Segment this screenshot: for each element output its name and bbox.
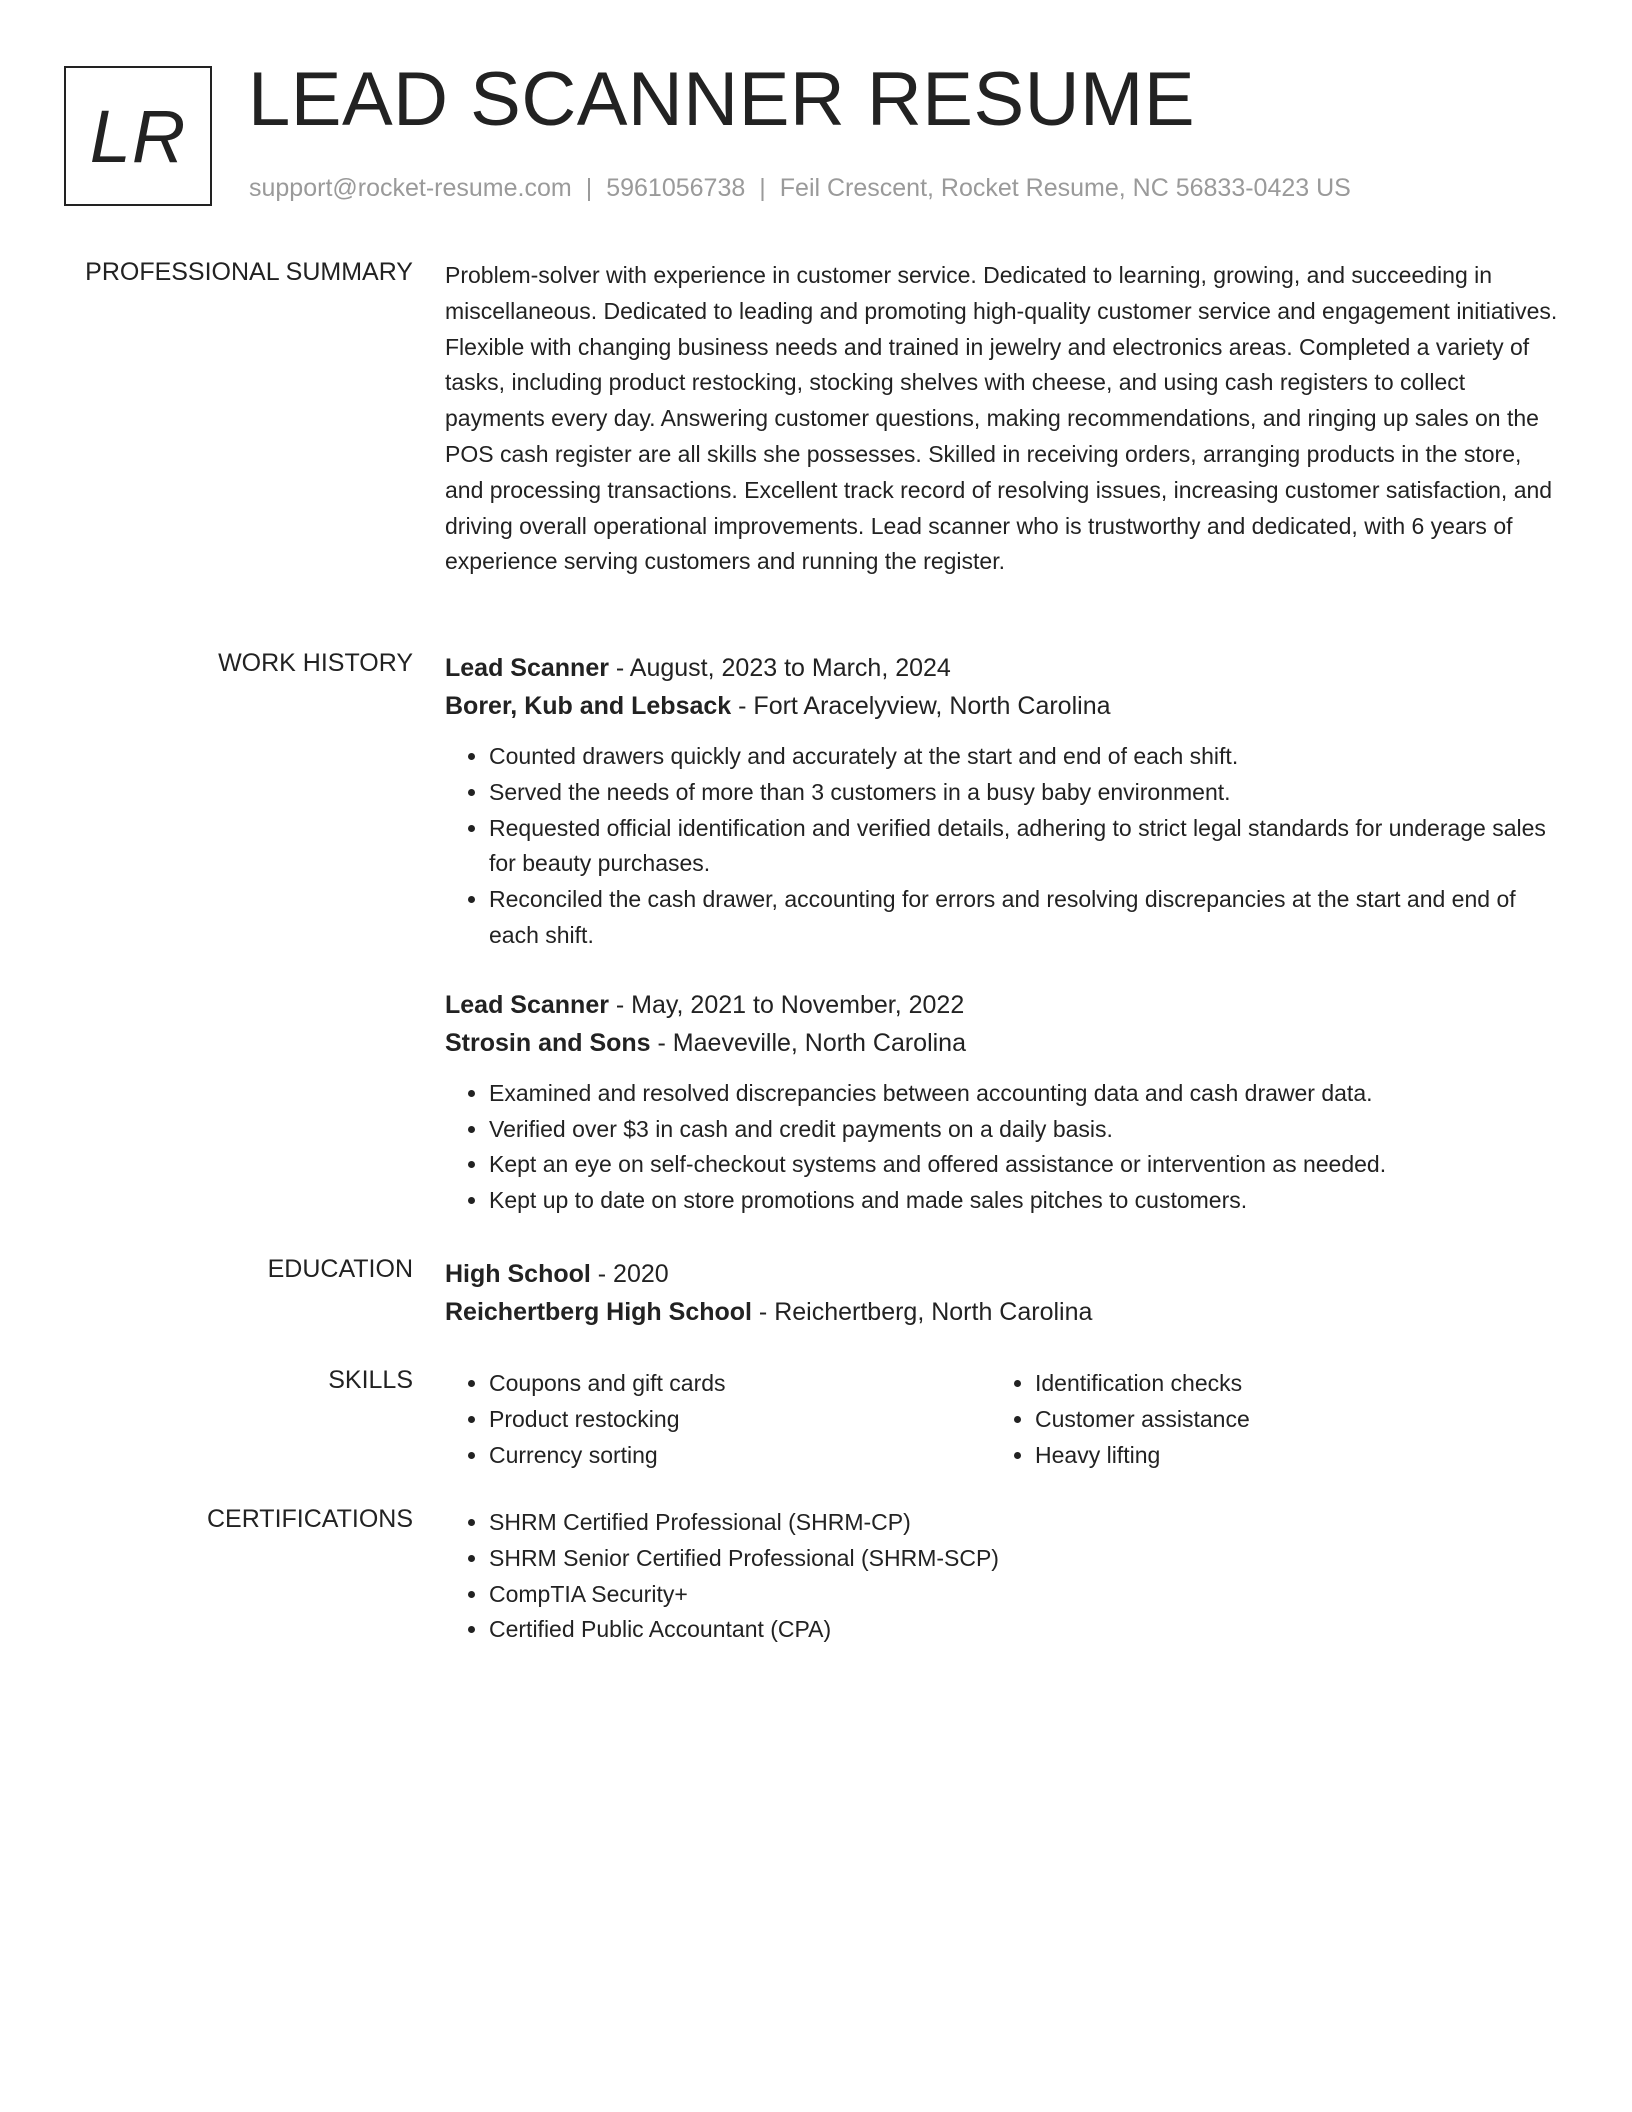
job-location: - Maeveville, North Carolina	[650, 1028, 966, 1057]
skill-item: • Heavy lifting	[1035, 1438, 1537, 1474]
certifications-list	[445, 1505, 1560, 1648]
job-bullet: • Kept an eye on self-checkout systems and offered assistance or intervention as needed.	[489, 1147, 1560, 1183]
monogram-initials: LR	[89, 94, 187, 178]
contact-separator: |	[585, 174, 593, 202]
job-company: Strosin and Sons	[445, 1028, 651, 1057]
skill-item: • Product restocking	[489, 1402, 991, 1438]
job-location: - Fort Aracelyview, North Carolina	[731, 692, 1111, 720]
job-bullet: • Kept up to date on store promotions and made sales pitches to customers.	[489, 1183, 1560, 1219]
summary-body	[445, 258, 1560, 580]
contact-line	[249, 174, 1351, 203]
skills-list-right	[991, 1366, 1537, 1473]
skill-item: • Identification checks	[1035, 1366, 1537, 1402]
monogram-box	[64, 66, 212, 206]
skill-item: • Currency sorting	[489, 1438, 991, 1474]
section-heading-summary: PROFESSIONAL SUMMARY	[85, 258, 413, 286]
skills-list-left	[445, 1366, 991, 1473]
skill-item: • Coupons and gift cards	[489, 1366, 991, 1402]
job-company-line	[445, 1024, 1560, 1062]
section-heading-work-history: WORK HISTORY	[218, 649, 413, 677]
certification-item: • SHRM Certified Professional (SHRM-CP)	[489, 1505, 1560, 1541]
job-title: Lead Scanner	[445, 990, 609, 1019]
education-degree-line	[445, 1255, 1560, 1293]
certification-item: • SHRM Senior Certified Professional (SHRM-SCP)	[489, 1541, 1560, 1577]
resume-title: LEAD SCANNER RESUME	[248, 57, 1196, 142]
section-heading-certifications: CERTIFICATIONS	[206, 1505, 413, 1533]
contact-phone[interactable]: 5961056738	[606, 174, 746, 202]
education-degree: High School	[445, 1260, 591, 1288]
job-entry	[445, 649, 1560, 954]
contact-email[interactable]: support@rocket-resume.com	[249, 174, 572, 202]
education-location: - Reichertberg, North Carolina	[751, 1298, 1093, 1326]
job-bullet: • Verified over $3 in cash and credit payments on a daily basis.	[489, 1112, 1560, 1148]
job-bullet: • Counted drawers quickly and accurately at the start and end of each shift.	[489, 739, 1560, 775]
education-school: Reichertberg High School	[445, 1298, 752, 1326]
skills-body	[445, 1366, 1560, 1473]
education-year: - 2020	[590, 1260, 669, 1288]
skills-columns	[445, 1366, 1560, 1473]
job-bullet: • Requested official identification and verified details, adhering to strict legal standards for underage sales for beauty purchases.	[489, 811, 1560, 883]
job-bullet: • Served the needs of more than 3 customers in a busy baby environment.	[489, 775, 1560, 811]
contact-address: Feil Crescent, Rocket Resume, NC 56833-0423 US	[779, 174, 1351, 202]
section-heading-skills: SKILLS	[328, 1366, 413, 1394]
summary-text: Problem-solver with experience in customer service. Dedicated to learning, growing, and succeeding in miscellaneous. Dedicated to leading and promoting high-quality customer service and engagement initiatives. Flexible with changing business needs and trained in jewelry and electronics areas. Completed a variety of tasks, including product restocking, stocking shelves with cheese, and using cash registers to collect payments every day. Answering customer questions, making recommendations, and ringing up sales on the POS cash register are all skills she possesses. Skilled in receiving orders, arranging products in the store, and processing transactions. Excellent track record of resolving issues, increasing customer satisfaction, and driving overall operational improvements. Lead scanner who is trustworthy and dedicated, with 6 years of experience serving customers and running the register.	[445, 262, 1558, 575]
skill-item: • Customer assistance	[1035, 1402, 1537, 1438]
job-title: Lead Scanner	[445, 654, 609, 682]
job-dates: - May, 2021 to November, 2022	[608, 990, 965, 1019]
contact-separator: |	[759, 174, 766, 202]
job-entry	[445, 986, 1560, 1219]
job-dates: - August, 2023 to March, 2024	[608, 654, 951, 682]
job-bullets	[445, 1076, 1560, 1219]
certification-item: • Certified Public Accountant (CPA)	[489, 1612, 1560, 1648]
job-company: Borer, Kub and Lebsack	[445, 692, 732, 720]
job-bullets	[445, 739, 1560, 954]
job-company-line	[445, 687, 1560, 725]
job-bullet: • Examined and resolved discrepancies between accounting data and cash drawer data.	[489, 1076, 1560, 1112]
job-title-line	[445, 649, 1560, 687]
certifications-body	[445, 1505, 1560, 1648]
education-body	[445, 1255, 1560, 1331]
certification-item: • CompTIA Security+	[489, 1577, 1560, 1613]
section-heading-education: EDUCATION	[267, 1255, 413, 1283]
job-title-line	[445, 986, 1560, 1024]
work-history-body	[445, 649, 1560, 1219]
job-bullet: • Reconciled the cash drawer, accounting for errors and resolving discrepancies at the start and end of each shift.	[489, 882, 1560, 954]
education-school-line	[445, 1293, 1560, 1331]
